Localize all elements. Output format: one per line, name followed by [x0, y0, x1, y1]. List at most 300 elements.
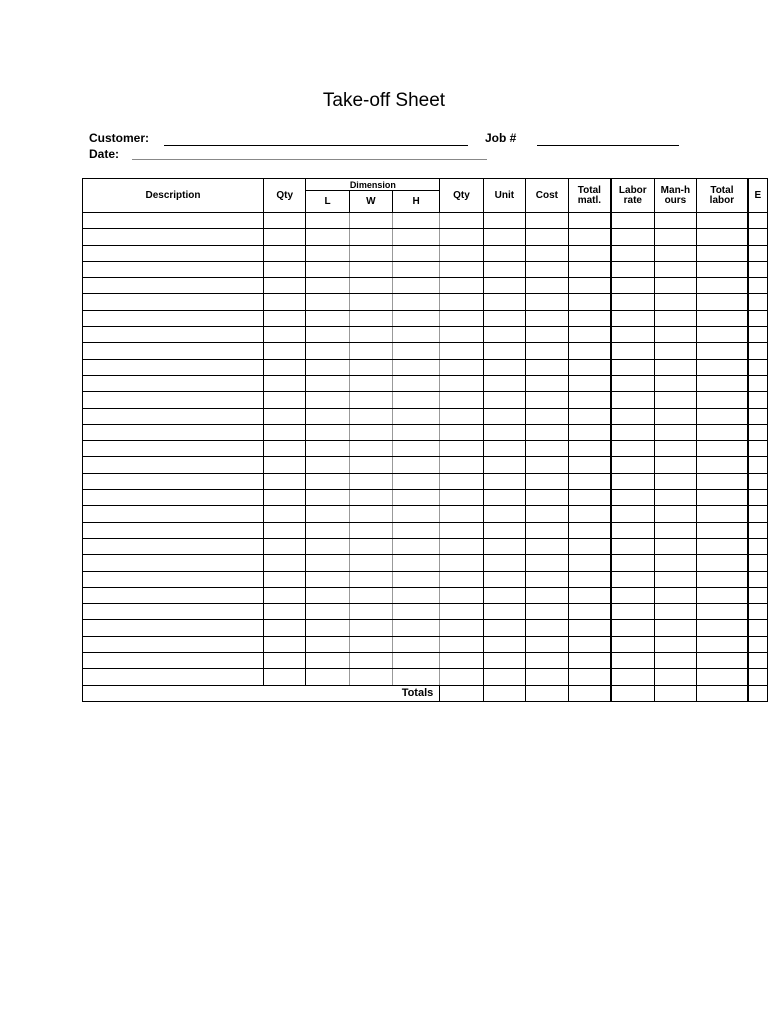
- table-cell[interactable]: [748, 604, 768, 620]
- table-cell[interactable]: [654, 441, 697, 457]
- table-cell[interactable]: [654, 490, 697, 506]
- table-cell[interactable]: [440, 653, 483, 669]
- table-cell[interactable]: [611, 620, 654, 636]
- table-cell[interactable]: [263, 587, 305, 603]
- table-cell[interactable]: [483, 310, 525, 326]
- table-cell[interactable]: [654, 620, 697, 636]
- table-cell[interactable]: [611, 343, 654, 359]
- table-cell[interactable]: [393, 229, 440, 245]
- table-cell[interactable]: [611, 538, 654, 554]
- table-cell[interactable]: [568, 359, 611, 375]
- table-cell[interactable]: [654, 343, 697, 359]
- table-cell[interactable]: [483, 261, 525, 277]
- table-cell[interactable]: [748, 408, 768, 424]
- table-cell[interactable]: [526, 408, 569, 424]
- table-cell[interactable]: [568, 392, 611, 408]
- table-cell[interactable]: [611, 408, 654, 424]
- table-cell[interactable]: [440, 408, 483, 424]
- table-cell[interactable]: [349, 571, 392, 587]
- table-cell[interactable]: [306, 538, 349, 554]
- table-cell[interactable]: [483, 653, 525, 669]
- table-cell[interactable]: [483, 229, 525, 245]
- table-cell[interactable]: [483, 473, 525, 489]
- table-cell[interactable]: [568, 653, 611, 669]
- table-cell[interactable]: [748, 375, 768, 391]
- table-cell[interactable]: [526, 424, 569, 440]
- table-cell[interactable]: [483, 424, 525, 440]
- table-cell[interactable]: [393, 408, 440, 424]
- table-cell[interactable]: [697, 441, 748, 457]
- table-cell[interactable]: [483, 587, 525, 603]
- table-cell[interactable]: [83, 538, 264, 554]
- table-cell[interactable]: [263, 261, 305, 277]
- table-cell[interactable]: [440, 571, 483, 587]
- table-cell[interactable]: [697, 571, 748, 587]
- table-cell[interactable]: [697, 636, 748, 652]
- table-cell[interactable]: [697, 327, 748, 343]
- table-cell[interactable]: [568, 555, 611, 571]
- table-cell[interactable]: [483, 555, 525, 571]
- table-cell[interactable]: [483, 327, 525, 343]
- table-cell[interactable]: [654, 669, 697, 685]
- table-cell[interactable]: [349, 490, 392, 506]
- table-cell[interactable]: [654, 457, 697, 473]
- table-cell[interactable]: [440, 392, 483, 408]
- table-cell[interactable]: [748, 245, 768, 261]
- table-cell[interactable]: [568, 538, 611, 554]
- table-cell[interactable]: [349, 327, 392, 343]
- table-cell[interactable]: [611, 392, 654, 408]
- table-cell[interactable]: [440, 636, 483, 652]
- totals-cell[interactable]: [654, 685, 697, 701]
- table-cell[interactable]: [440, 261, 483, 277]
- table-cell[interactable]: [393, 343, 440, 359]
- table-cell[interactable]: [263, 375, 305, 391]
- table-cell[interactable]: [349, 441, 392, 457]
- table-cell[interactable]: [440, 213, 483, 229]
- table-cell[interactable]: [611, 278, 654, 294]
- table-cell[interactable]: [611, 310, 654, 326]
- table-cell[interactable]: [440, 555, 483, 571]
- table-cell[interactable]: [263, 229, 305, 245]
- table-cell[interactable]: [440, 604, 483, 620]
- table-cell[interactable]: [306, 669, 349, 685]
- totals-cell[interactable]: [483, 685, 525, 701]
- table-cell[interactable]: [697, 343, 748, 359]
- table-cell[interactable]: [483, 213, 525, 229]
- table-cell[interactable]: [393, 310, 440, 326]
- table-cell[interactable]: [611, 571, 654, 587]
- table-cell[interactable]: [526, 604, 569, 620]
- table-cell[interactable]: [568, 294, 611, 310]
- table-cell[interactable]: [748, 538, 768, 554]
- table-cell[interactable]: [483, 408, 525, 424]
- table-cell[interactable]: [697, 424, 748, 440]
- table-cell[interactable]: [349, 245, 392, 261]
- table-cell[interactable]: [483, 538, 525, 554]
- table-cell[interactable]: [440, 669, 483, 685]
- table-cell[interactable]: [568, 571, 611, 587]
- table-cell[interactable]: [526, 359, 569, 375]
- table-cell[interactable]: [440, 424, 483, 440]
- table-cell[interactable]: [83, 604, 264, 620]
- table-cell[interactable]: [748, 669, 768, 685]
- table-cell[interactable]: [306, 213, 349, 229]
- table-cell[interactable]: [483, 620, 525, 636]
- table-cell[interactable]: [83, 359, 264, 375]
- table-cell[interactable]: [393, 261, 440, 277]
- table-cell[interactable]: [568, 245, 611, 261]
- table-cell[interactable]: [349, 261, 392, 277]
- table-cell[interactable]: [526, 636, 569, 652]
- table-cell[interactable]: [483, 392, 525, 408]
- table-cell[interactable]: [748, 213, 768, 229]
- table-cell[interactable]: [306, 653, 349, 669]
- table-cell[interactable]: [263, 555, 305, 571]
- table-cell[interactable]: [654, 294, 697, 310]
- table-cell[interactable]: [83, 506, 264, 522]
- table-cell[interactable]: [526, 343, 569, 359]
- table-cell[interactable]: [611, 604, 654, 620]
- table-cell[interactable]: [393, 278, 440, 294]
- table-cell[interactable]: [483, 359, 525, 375]
- table-cell[interactable]: [697, 620, 748, 636]
- table-cell[interactable]: [748, 555, 768, 571]
- table-cell[interactable]: [393, 636, 440, 652]
- table-cell[interactable]: [83, 522, 264, 538]
- table-cell[interactable]: [393, 359, 440, 375]
- table-cell[interactable]: [526, 392, 569, 408]
- table-cell[interactable]: [440, 490, 483, 506]
- table-cell[interactable]: [440, 245, 483, 261]
- table-cell[interactable]: [349, 587, 392, 603]
- table-cell[interactable]: [306, 392, 349, 408]
- totals-cell[interactable]: [568, 685, 611, 701]
- table-cell[interactable]: [483, 490, 525, 506]
- table-cell[interactable]: [526, 571, 569, 587]
- table-cell[interactable]: [306, 490, 349, 506]
- table-cell[interactable]: [393, 392, 440, 408]
- table-cell[interactable]: [526, 555, 569, 571]
- table-cell[interactable]: [393, 441, 440, 457]
- job-number-field[interactable]: [537, 145, 679, 146]
- table-cell[interactable]: [697, 473, 748, 489]
- table-cell[interactable]: [748, 392, 768, 408]
- table-cell[interactable]: [83, 375, 264, 391]
- table-cell[interactable]: [306, 620, 349, 636]
- table-cell[interactable]: [306, 375, 349, 391]
- table-cell[interactable]: [263, 669, 305, 685]
- table-cell[interactable]: [349, 278, 392, 294]
- table-cell[interactable]: [611, 213, 654, 229]
- table-cell[interactable]: [697, 506, 748, 522]
- table-cell[interactable]: [748, 359, 768, 375]
- table-cell[interactable]: [654, 506, 697, 522]
- table-cell[interactable]: [306, 571, 349, 587]
- table-cell[interactable]: [393, 653, 440, 669]
- table-cell[interactable]: [306, 278, 349, 294]
- table-cell[interactable]: [263, 245, 305, 261]
- table-cell[interactable]: [440, 294, 483, 310]
- table-cell[interactable]: [83, 620, 264, 636]
- table-cell[interactable]: [349, 408, 392, 424]
- table-cell[interactable]: [526, 506, 569, 522]
- table-cell[interactable]: [526, 653, 569, 669]
- table-cell[interactable]: [83, 669, 264, 685]
- table-cell[interactable]: [748, 294, 768, 310]
- table-cell[interactable]: [568, 375, 611, 391]
- table-cell[interactable]: [568, 490, 611, 506]
- table-cell[interactable]: [568, 278, 611, 294]
- table-cell[interactable]: [440, 375, 483, 391]
- table-cell[interactable]: [263, 653, 305, 669]
- table-cell[interactable]: [526, 538, 569, 554]
- table-cell[interactable]: [483, 522, 525, 538]
- table-cell[interactable]: [83, 424, 264, 440]
- table-cell[interactable]: [697, 359, 748, 375]
- table-cell[interactable]: [83, 653, 264, 669]
- table-cell[interactable]: [748, 653, 768, 669]
- table-cell[interactable]: [306, 441, 349, 457]
- table-cell[interactable]: [440, 457, 483, 473]
- table-cell[interactable]: [654, 587, 697, 603]
- table-cell[interactable]: [568, 457, 611, 473]
- table-cell[interactable]: [393, 604, 440, 620]
- table-cell[interactable]: [263, 457, 305, 473]
- totals-cell[interactable]: [526, 685, 569, 701]
- table-cell[interactable]: [83, 555, 264, 571]
- table-cell[interactable]: [263, 424, 305, 440]
- table-cell[interactable]: [611, 457, 654, 473]
- table-cell[interactable]: [440, 473, 483, 489]
- table-cell[interactable]: [83, 441, 264, 457]
- table-cell[interactable]: [440, 522, 483, 538]
- table-cell[interactable]: [393, 457, 440, 473]
- table-cell[interactable]: [697, 522, 748, 538]
- table-cell[interactable]: [697, 490, 748, 506]
- table-cell[interactable]: [393, 490, 440, 506]
- customer-field[interactable]: [164, 145, 468, 146]
- table-cell[interactable]: [568, 229, 611, 245]
- table-cell[interactable]: [526, 669, 569, 685]
- table-cell[interactable]: [483, 457, 525, 473]
- table-cell[interactable]: [263, 620, 305, 636]
- table-cell[interactable]: [263, 392, 305, 408]
- table-cell[interactable]: [349, 522, 392, 538]
- table-cell[interactable]: [349, 343, 392, 359]
- table-cell[interactable]: [654, 571, 697, 587]
- table-cell[interactable]: [349, 669, 392, 685]
- table-cell[interactable]: [697, 538, 748, 554]
- table-cell[interactable]: [568, 587, 611, 603]
- table-cell[interactable]: [393, 245, 440, 261]
- table-cell[interactable]: [697, 653, 748, 669]
- table-cell[interactable]: [568, 506, 611, 522]
- table-cell[interactable]: [83, 343, 264, 359]
- table-cell[interactable]: [611, 245, 654, 261]
- table-cell[interactable]: [568, 327, 611, 343]
- table-cell[interactable]: [611, 294, 654, 310]
- table-cell[interactable]: [654, 636, 697, 652]
- date-field[interactable]: [132, 159, 487, 160]
- table-cell[interactable]: [349, 229, 392, 245]
- table-cell[interactable]: [568, 473, 611, 489]
- table-cell[interactable]: [349, 457, 392, 473]
- table-cell[interactable]: [483, 604, 525, 620]
- table-cell[interactable]: [83, 636, 264, 652]
- table-cell[interactable]: [393, 424, 440, 440]
- table-cell[interactable]: [483, 278, 525, 294]
- table-cell[interactable]: [697, 392, 748, 408]
- table-cell[interactable]: [526, 278, 569, 294]
- table-cell[interactable]: [697, 604, 748, 620]
- table-cell[interactable]: [654, 213, 697, 229]
- table-cell[interactable]: [526, 620, 569, 636]
- table-cell[interactable]: [440, 359, 483, 375]
- table-cell[interactable]: [654, 408, 697, 424]
- table-cell[interactable]: [654, 278, 697, 294]
- table-cell[interactable]: [393, 669, 440, 685]
- table-cell[interactable]: [83, 229, 264, 245]
- table-cell[interactable]: [83, 278, 264, 294]
- table-cell[interactable]: [697, 261, 748, 277]
- table-cell[interactable]: [263, 408, 305, 424]
- table-cell[interactable]: [393, 571, 440, 587]
- table-cell[interactable]: [568, 343, 611, 359]
- table-cell[interactable]: [393, 587, 440, 603]
- table-cell[interactable]: [393, 538, 440, 554]
- totals-cell[interactable]: [748, 685, 768, 701]
- table-cell[interactable]: [393, 620, 440, 636]
- table-cell[interactable]: [697, 310, 748, 326]
- table-cell[interactable]: [654, 310, 697, 326]
- table-cell[interactable]: [306, 408, 349, 424]
- table-cell[interactable]: [654, 327, 697, 343]
- table-cell[interactable]: [483, 245, 525, 261]
- table-cell[interactable]: [349, 310, 392, 326]
- table-cell[interactable]: [654, 653, 697, 669]
- table-cell[interactable]: [748, 636, 768, 652]
- table-cell[interactable]: [393, 213, 440, 229]
- table-cell[interactable]: [440, 620, 483, 636]
- table-cell[interactable]: [306, 522, 349, 538]
- table-cell[interactable]: [483, 636, 525, 652]
- table-cell[interactable]: [611, 424, 654, 440]
- table-cell[interactable]: [83, 490, 264, 506]
- table-cell[interactable]: [83, 245, 264, 261]
- table-cell[interactable]: [83, 457, 264, 473]
- table-cell[interactable]: [483, 375, 525, 391]
- table-cell[interactable]: [483, 294, 525, 310]
- table-cell[interactable]: [748, 571, 768, 587]
- table-cell[interactable]: [526, 310, 569, 326]
- table-cell[interactable]: [263, 636, 305, 652]
- table-cell[interactable]: [611, 669, 654, 685]
- table-cell[interactable]: [611, 555, 654, 571]
- table-cell[interactable]: [349, 375, 392, 391]
- table-cell[interactable]: [526, 375, 569, 391]
- table-cell[interactable]: [263, 490, 305, 506]
- table-cell[interactable]: [526, 327, 569, 343]
- table-cell[interactable]: [83, 473, 264, 489]
- table-cell[interactable]: [611, 490, 654, 506]
- table-cell[interactable]: [748, 327, 768, 343]
- table-cell[interactable]: [349, 604, 392, 620]
- table-cell[interactable]: [393, 555, 440, 571]
- table-cell[interactable]: [393, 506, 440, 522]
- table-cell[interactable]: [349, 636, 392, 652]
- table-cell[interactable]: [263, 441, 305, 457]
- table-cell[interactable]: [748, 522, 768, 538]
- table-cell[interactable]: [611, 636, 654, 652]
- table-cell[interactable]: [526, 457, 569, 473]
- table-cell[interactable]: [526, 522, 569, 538]
- table-cell[interactable]: [654, 261, 697, 277]
- table-cell[interactable]: [83, 294, 264, 310]
- table-cell[interactable]: [440, 587, 483, 603]
- table-cell[interactable]: [393, 294, 440, 310]
- table-cell[interactable]: [654, 424, 697, 440]
- table-cell[interactable]: [306, 229, 349, 245]
- table-cell[interactable]: [349, 506, 392, 522]
- table-cell[interactable]: [440, 278, 483, 294]
- table-cell[interactable]: [83, 261, 264, 277]
- table-cell[interactable]: [526, 245, 569, 261]
- table-cell[interactable]: [654, 555, 697, 571]
- table-cell[interactable]: [306, 473, 349, 489]
- table-cell[interactable]: [440, 538, 483, 554]
- totals-cell[interactable]: [611, 685, 654, 701]
- table-cell[interactable]: [526, 213, 569, 229]
- table-cell[interactable]: [349, 538, 392, 554]
- table-cell[interactable]: [349, 653, 392, 669]
- table-cell[interactable]: [393, 473, 440, 489]
- table-cell[interactable]: [748, 457, 768, 473]
- table-cell[interactable]: [306, 261, 349, 277]
- table-cell[interactable]: [440, 506, 483, 522]
- table-cell[interactable]: [306, 457, 349, 473]
- table-cell[interactable]: [568, 669, 611, 685]
- table-cell[interactable]: [440, 343, 483, 359]
- table-cell[interactable]: [263, 213, 305, 229]
- table-cell[interactable]: [654, 375, 697, 391]
- table-cell[interactable]: [748, 441, 768, 457]
- table-cell[interactable]: [748, 229, 768, 245]
- table-cell[interactable]: [697, 408, 748, 424]
- table-cell[interactable]: [349, 392, 392, 408]
- table-cell[interactable]: [748, 490, 768, 506]
- table-cell[interactable]: [697, 669, 748, 685]
- table-cell[interactable]: [611, 261, 654, 277]
- table-cell[interactable]: [568, 636, 611, 652]
- table-cell[interactable]: [697, 213, 748, 229]
- table-cell[interactable]: [263, 571, 305, 587]
- table-cell[interactable]: [483, 506, 525, 522]
- table-cell[interactable]: [349, 555, 392, 571]
- table-cell[interactable]: [748, 278, 768, 294]
- table-cell[interactable]: [748, 506, 768, 522]
- table-cell[interactable]: [306, 636, 349, 652]
- table-cell[interactable]: [349, 359, 392, 375]
- table-cell[interactable]: [748, 587, 768, 603]
- table-cell[interactable]: [697, 294, 748, 310]
- table-cell[interactable]: [440, 327, 483, 343]
- table-cell[interactable]: [611, 587, 654, 603]
- table-cell[interactable]: [654, 473, 697, 489]
- table-cell[interactable]: [83, 392, 264, 408]
- table-cell[interactable]: [611, 327, 654, 343]
- table-cell[interactable]: [83, 587, 264, 603]
